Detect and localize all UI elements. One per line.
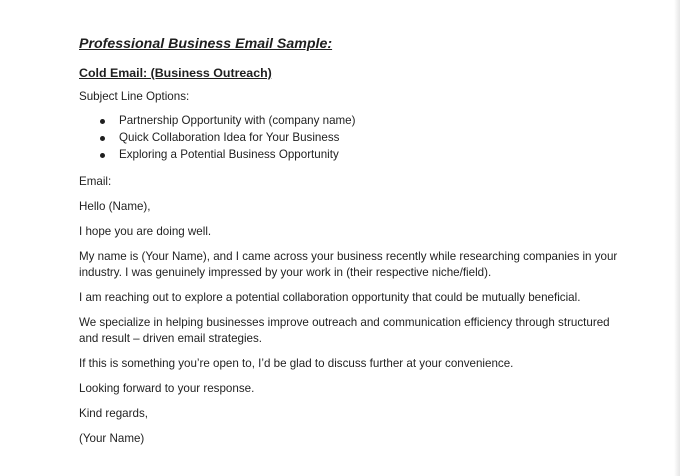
bullet-icon bbox=[100, 153, 105, 158]
bullet-icon bbox=[100, 119, 105, 124]
bullet-icon bbox=[100, 136, 105, 141]
list-item bbox=[79, 147, 639, 164]
email-closing: Kind regards, bbox=[79, 407, 148, 420]
subject-option-text: Quick Collaboration Idea for Your Business bbox=[119, 131, 340, 144]
subject-option-text: Partnership Opportunity with (company name) bbox=[119, 114, 356, 127]
email-signature: (Your Name) bbox=[79, 432, 145, 445]
email-greeting: Hello (Name), bbox=[79, 200, 151, 213]
email-paragraph-2 bbox=[79, 249, 639, 281]
email-paragraph-3: I am reaching out to explore a potential collaboration opportunity that could be mutually beneficial. bbox=[79, 291, 581, 304]
list-item bbox=[79, 130, 639, 147]
paragraph-line: industry. I was genuinely impressed by your work in (their respective niche/field). bbox=[79, 266, 492, 279]
list-item bbox=[79, 113, 639, 130]
section-heading: Cold Email: (Business Outreach) bbox=[79, 66, 272, 80]
document-title: Professional Business Email Sample: bbox=[79, 36, 333, 52]
subject-option-text: Exploring a Potential Business Opportunity bbox=[119, 148, 339, 161]
email-paragraph-1: I hope you are doing well. bbox=[79, 225, 212, 238]
email-paragraph-6: Looking forward to your response. bbox=[79, 382, 255, 395]
subject-line-label: Subject Line Options: bbox=[79, 90, 190, 103]
paragraph-line: We specialize in helping businesses improve outreach and communication efficiency through structured bbox=[79, 316, 610, 329]
subject-options-list bbox=[79, 113, 639, 164]
paragraph-line: and result – driven email strategies. bbox=[79, 332, 263, 345]
email-label: Email: bbox=[79, 175, 112, 188]
email-paragraph-5: If this is something you’re open to, I’d be glad to discuss further at your convenience. bbox=[79, 357, 514, 370]
email-paragraph-4 bbox=[79, 315, 639, 347]
document-body bbox=[79, 35, 639, 447]
paragraph-line: My name is (Your Name), and I came across your business recently while researching companies in your bbox=[79, 250, 618, 263]
page-edge-shadow bbox=[674, 0, 680, 476]
